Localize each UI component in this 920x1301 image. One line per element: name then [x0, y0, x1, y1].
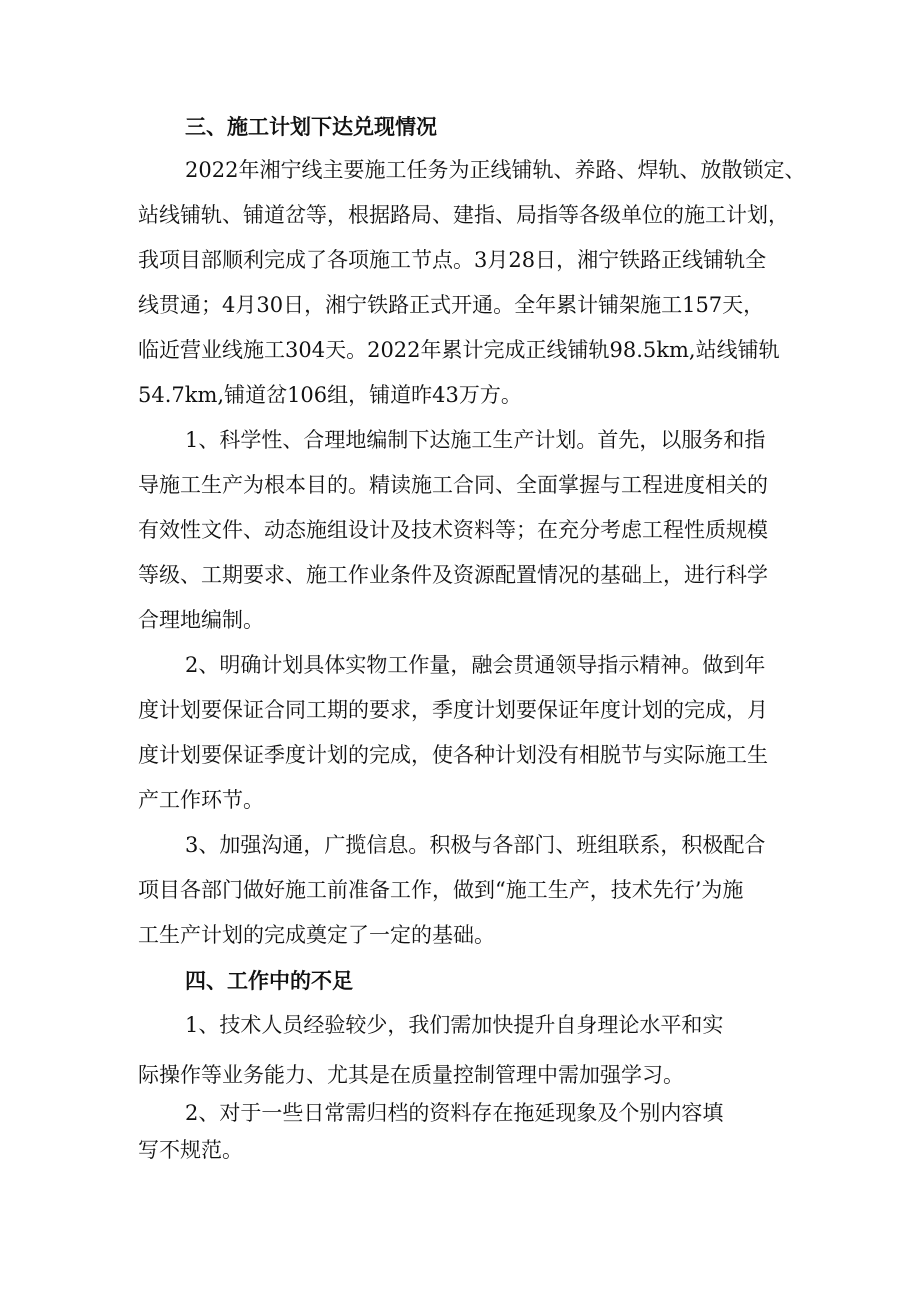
section4-item1-line: 际操作等业务能力、尤其是在质量控制管理中需加强学习。: [138, 1063, 684, 1087]
section4-item1-line: 1、技术人员经验较少，我们需加快提升自身理论水平和实: [185, 1013, 724, 1037]
section3-intro-line: 临近营业线施工304天。2022年累计完成正线铺轨98.5km,站线铺轨: [138, 338, 780, 362]
section3-heading: 三、施工计划下达兑现情况: [185, 114, 437, 139]
section3-item1-line: 有效性文件、动态施组设计及技术资料等；在充分考虑工程性质规模: [138, 518, 768, 542]
section3-intro-line: 线贯通；4月30日，湘宁铁路正式开通。全年累计铺架施工157天，: [138, 293, 765, 317]
section3-item1-line: 合理地编制。: [138, 608, 264, 632]
section3-item3-line: 项目各部门做好施工前准备工作，做到“施工生产，技术先行’为施: [138, 878, 744, 902]
section3-item2-line: 2、明确计划具体实物工作量，融会贯通领导指示精神。做到年: [185, 653, 766, 677]
section3-item3-line: 3、加强沟通，广揽信息。积极与各部门、班组联系，积极配合: [185, 833, 766, 857]
section3-intro-line: 2022年湘宁线主要施工任务为正线铺轨、养路、焊轨、放散锁定、: [185, 158, 806, 182]
section3-item1-line: 1、科学性、合理地编制下达施工生产计划。首先，以服务和指: [185, 428, 766, 452]
section3-item2-line: 度计划要保证季度计划的完成，使各种计划没有相脱节与实际施工生: [138, 743, 768, 767]
section4-item2-line: 2、对于一些日常需归档的资料存在拖延现象及个别内容填: [185, 1101, 724, 1125]
section3-item1-line: 等级、工期要求、施工作业条件及资源配置情况的基础上，进行科学: [138, 563, 768, 587]
section3-item2-line: 度计划要保证合同工期的要求，季度计划要保证年度计划的完成，月: [138, 698, 768, 722]
section3-intro-line: 我项目部顺利完成了各项施工节点。3月28日，湘宁铁路正线铺轨全: [138, 248, 767, 272]
section3-intro-line: 站线铺轨、铺道岔等，根据路局、建指、局指等各级单位的施工计划，: [138, 203, 789, 227]
section3-item3-line: 工生产计划的完成奠定了一定的基础。: [138, 923, 495, 947]
section4-heading: 四、工作中的不足: [185, 968, 353, 993]
section3-item1-line: 导施工生产为根本目的。精读施工合同、全面掌握与工程进度相关的: [138, 473, 768, 497]
section4-item2-line: 写不规范。: [138, 1138, 243, 1162]
section3-item2-line: 产工作环节。: [138, 788, 264, 812]
section3-intro-line: 54.7km,铺道岔106组，铺道昨43万方。: [138, 383, 522, 407]
